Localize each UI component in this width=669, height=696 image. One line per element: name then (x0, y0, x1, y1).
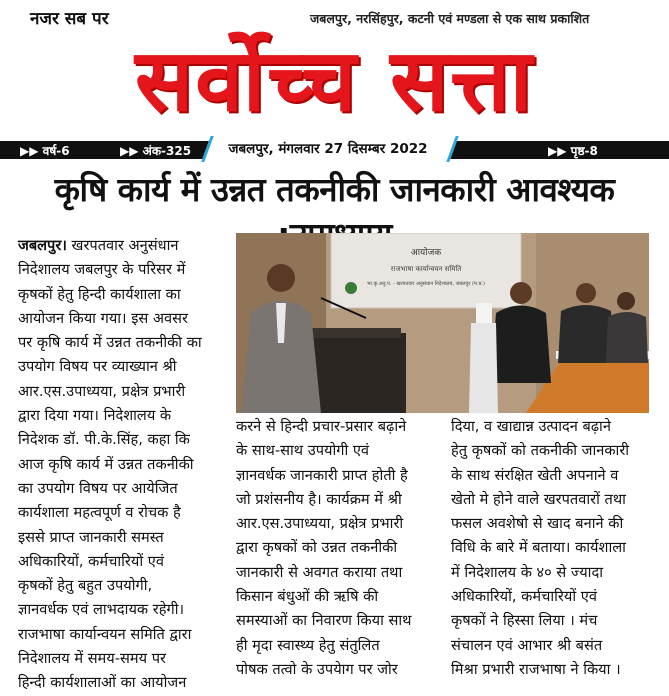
col3-line: संचालन एवं आभार श्री बसंत (451, 636, 603, 654)
article-column-1 (18, 234, 230, 696)
year-label: ▶▶ वर्ष-6 (20, 144, 70, 158)
col2-line: जानकारी से अवगत कराया तथा (236, 563, 403, 581)
article-headline: कृषि कार्य में उन्नत तकनीकी जानकारी आवश्यक (54, 170, 615, 209)
dateline-text: जबलपुर, मंगलवार 27 दिसम्बर 2022 (228, 141, 428, 157)
tagline-right: जबलपुर, नरसिंहपुर, कटनी एवं मण्डला से एक साथ प्रकाशित (310, 11, 590, 26)
article-dateline: जबलपुर। (18, 237, 67, 254)
col1-line-0: जबलपुर। खरपतवार अनुसंधान (18, 237, 179, 254)
col2-line: ही मृदा स्वास्थ्य हेतु संतुलित (236, 636, 380, 654)
col1-line: आयोजन किया गया। इस अवसर (18, 309, 188, 327)
col2-line: ज्ञानवर्धक जानकारी प्राप्त होती है (236, 466, 408, 484)
banner-line-3: भा.कृ.अनु.प. - खरपतवार अनुसंधान निदेशालय, जबलपुर (म.प्र.) (367, 281, 485, 287)
col1-line: हिन्दी कार्यशालाओं का आयोजन (18, 674, 187, 692)
col3-line: हेतु कृषकों को तकनीकी जानकारी (451, 442, 630, 460)
col1-line: कार्यशाला महत्वपूर्ण व रोचक है (18, 504, 181, 522)
col2-line: के साथ-साथ उपयोगी एवं (236, 442, 370, 460)
double-arrow-icon: ▶▶ (20, 144, 39, 158)
col1-line: राजभाषा कार्यान्वयन समिति द्वारा (18, 625, 192, 643)
col1-line: कृषकों हेतु बहुत उपयोगी, (18, 577, 153, 595)
col3-line: फसल अवशेषो से खाद बनाने की (451, 515, 624, 533)
col1-line: कृषकों हेतु हिन्दी कार्यशाला का (18, 285, 181, 303)
col1-line: निदेशक डॉ. पी.के.सिंह, कहा कि (18, 431, 190, 449)
col1-line: ज्ञानवर्धक एवं लाभदायक रहेगी। (18, 601, 185, 619)
col3-line: मिश्रा प्रभारी राजभाषा ने किया । (451, 660, 621, 678)
col1-line: इससे प्राप्त जानकारी समस्त (18, 528, 164, 546)
article-column-2 (236, 415, 436, 682)
page-label: ▶▶ पृष्ठ-8 (548, 144, 598, 158)
col1-line: आर.एस.उपाध्यया, प्रक्षेत्र प्रभारी (18, 382, 186, 400)
col2-line: द्वारा कृषकों को उन्नत तकनीकी (236, 539, 398, 557)
masthead-title: सर्वोच्च सत्ता (134, 30, 535, 131)
col1-line: आज कृषि कार्य में उन्नत तकनीकी (18, 455, 194, 473)
col3-line: के साथ संरक्षित खेती अपनाने व (451, 466, 619, 484)
banner-line-1: आयोजक (410, 248, 442, 258)
col3-line: कृषकों ने हिस्सा लिया । मंच (451, 612, 598, 630)
col1-line: द्वारा दिया गया। निदेशालय के (18, 407, 172, 425)
double-arrow-icon: ▶▶ (548, 144, 567, 158)
col1-line: का उपयोग विषय पर आयेजित (18, 479, 178, 497)
col3-line: विधि के बारे में बताया। कार्यशाला (451, 539, 626, 557)
article-photo (236, 233, 649, 413)
col3-line: अधिकारियों, कर्मचारियों एवं (451, 588, 597, 606)
col3-line: खेतो मे होने वाले खरपतवारों तथा (451, 490, 626, 508)
banner-line-2: राजभाषा कार्यान्वयन समिति (390, 265, 462, 273)
col3-line: दिया, व खाद्यान्न उत्पादन बढ़ाने (451, 418, 611, 435)
tagline-left: नजर सब पर (30, 9, 109, 29)
issue-label: ▶▶ अंक-325 (120, 144, 192, 158)
col2-line: आर.एस.उपाध्यया, प्रक्षेत्र प्रभारी (236, 515, 404, 533)
double-arrow-icon: ▶▶ (120, 144, 139, 158)
col2-line: करने से हिन्दी प्रचार-प्रसार बढ़ाने (236, 418, 407, 435)
col1-line: निदेशालय में समय-समय पर (18, 650, 166, 668)
col2-line: जो प्रशंसनीय है। कार्यक्रम में श्री (236, 490, 402, 508)
col1-line: उपयोग विषय पर व्याख्यान श्री (18, 358, 177, 376)
col1-line: पर कृषि कार्य में उन्नत तकनीकी का (18, 334, 202, 352)
col1-line: अधिकारियों, कर्मचारियों एवं (18, 552, 164, 570)
col1-line: निदेशालय जबलपुर के परिसर में (18, 261, 186, 279)
col3-line: में निदेशालय के ४० से ज्यादा (451, 563, 603, 581)
masthead (0, 22, 669, 140)
col2-line: समस्याओं का निवारण किया साथ (236, 612, 412, 630)
article-column-3 (451, 415, 653, 682)
col2-line: किसान बंधुओं की ऋषि की (236, 588, 379, 606)
col2-line: पोषक तत्वो के उपयेाग पर जोर (236, 660, 398, 678)
